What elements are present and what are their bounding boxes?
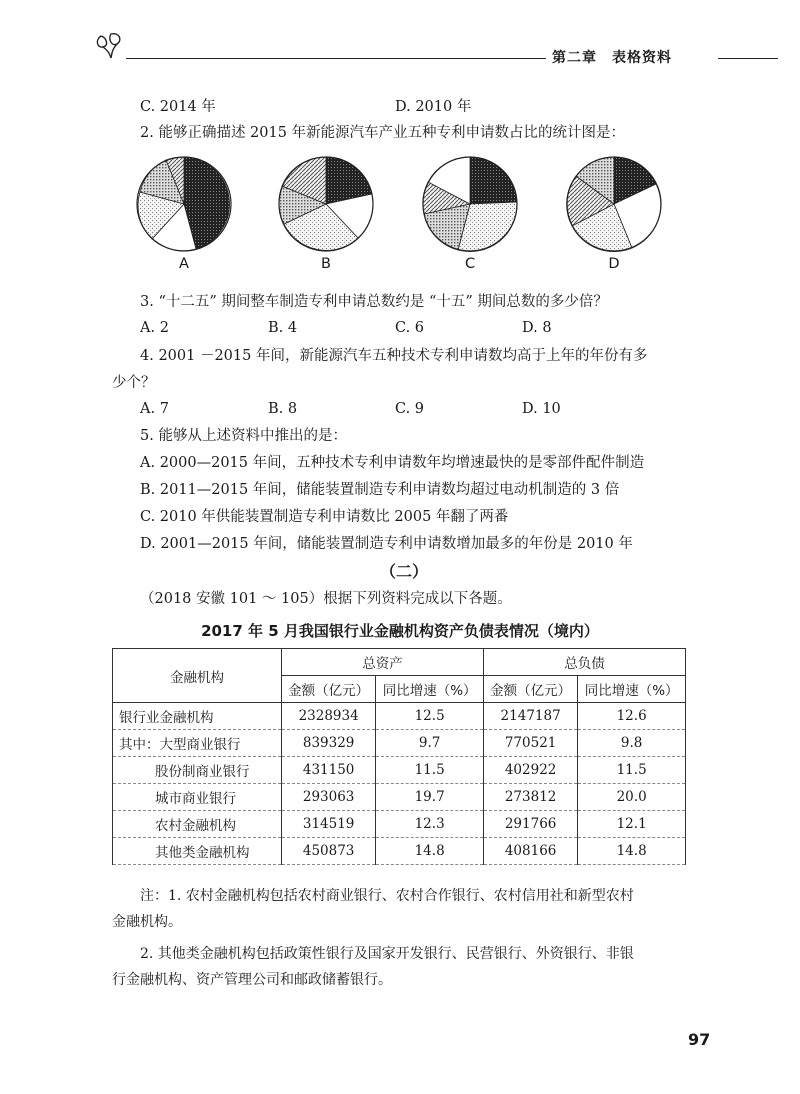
row-name: 股份制商业银行	[113, 757, 282, 784]
liab-growth: 9.8	[578, 730, 686, 757]
q4-text-line1: 4. 2001 －2015 年间，新能源汽车五种技术专利申请数均高于上年的年份有多	[140, 348, 648, 364]
q4-text-line2: 少个？	[112, 375, 156, 391]
pie-label-a: A	[179, 256, 189, 272]
balance-sheet-table	[112, 648, 686, 865]
col-group-assets: 总资产	[282, 649, 484, 676]
row-name: 银行业金融机构	[113, 703, 282, 730]
asset-amount: 314519	[282, 811, 376, 838]
table-row	[113, 784, 686, 811]
note-2-line2: 行金融机构、资产管理公司和邮政储蓄银行。	[112, 972, 392, 988]
col-header-asset-growth: 同比增速（%）	[376, 676, 484, 703]
col-header-asset-amount: 金额（亿元）	[282, 676, 376, 703]
asset-amount: 839329	[282, 730, 376, 757]
q1-option-d: D. 2010 年	[395, 99, 472, 115]
q1-option-c: C. 2014 年	[140, 99, 216, 115]
pie-chart-a	[132, 152, 236, 256]
col-header-liab-amount: 金额（亿元）	[483, 676, 577, 703]
note-1-line1: 注：1. 农村金融机构包括农村商业银行、农村合作银行、农村信用社和新型农村	[140, 888, 634, 904]
q3-option-c: C. 6	[395, 320, 425, 336]
liab-amount: 291766	[483, 811, 577, 838]
liab-amount: 273812	[483, 784, 577, 811]
q5-option-d: D. 2001—2015 年间，储能装置制造专利申请数增加最多的年份是 2010 年	[140, 536, 633, 552]
pie-label-b: B	[321, 256, 331, 272]
col-group-liabilities: 总负债	[483, 649, 685, 676]
q3-option-d: D. 8	[522, 320, 552, 336]
liab-amount: 408166	[483, 838, 577, 865]
running-header	[0, 22, 800, 72]
pie-chart-b	[274, 152, 378, 256]
liab-amount: 770521	[483, 730, 577, 757]
table-row	[113, 838, 686, 865]
table-row	[113, 703, 686, 730]
q5-option-c: C. 2010 年供能装置制造专利申请数比 2005 年翻了两番	[140, 509, 509, 525]
q4-option-c: C. 9	[395, 401, 425, 417]
note-2-line1: 2. 其他类金融机构包括政策性银行及国家开发银行、民营银行、外资银行、非银	[140, 946, 634, 962]
q4-option-a: A. 7	[140, 401, 169, 417]
row-name: 农村金融机构	[113, 811, 282, 838]
col-header-institution: 金融机构	[113, 649, 282, 703]
asset-growth: 12.3	[376, 811, 484, 838]
asset-growth: 12.5	[376, 703, 484, 730]
liab-growth: 20.0	[578, 784, 686, 811]
section-intro: （2018 安徽 101 ～ 105）根据下列资料完成以下各题。	[140, 591, 512, 607]
asset-amount: 293063	[282, 784, 376, 811]
chapter-title: 第二章 表格资料	[552, 50, 672, 66]
note-1-line2: 金融机构。	[112, 914, 182, 930]
table-title: 2017 年 5 月我国银行业金融机构资产负债表情况（境内）	[201, 622, 599, 640]
liab-growth: 12.1	[578, 811, 686, 838]
row-name: 其他类金融机构	[113, 838, 282, 865]
q4-option-b: B. 8	[268, 401, 298, 417]
asset-growth: 9.7	[376, 730, 484, 757]
table-row	[113, 811, 686, 838]
section-heading: （二）	[380, 562, 429, 581]
pie-chart-c	[418, 152, 522, 256]
pie-label-c: C	[464, 256, 476, 272]
liab-growth: 11.5	[578, 757, 686, 784]
page-number: 97	[688, 1030, 711, 1049]
table-row	[113, 757, 686, 784]
pie-label-d: D	[608, 256, 620, 272]
q3-option-b: B. 4	[268, 320, 298, 336]
q5-option-a: A. 2000—2015 年间，五种技术专利申请数年均增速最快的是零部件配件制造	[140, 455, 645, 471]
sprout-icon	[93, 28, 127, 62]
q3-option-a: A. 2	[140, 320, 169, 336]
liab-amount: 402922	[483, 757, 577, 784]
col-header-liab-growth: 同比增速（%）	[578, 676, 686, 703]
liab-growth: 12.6	[578, 703, 686, 730]
q2-text: 2. 能够正确描述 2015 年新能源汽车产业五种专利申请数占比的统计图是：	[140, 125, 626, 141]
row-name: 城市商业银行	[113, 784, 282, 811]
q5-text: 5. 能够从上述资料中推出的是：	[140, 428, 347, 444]
asset-growth: 14.8	[376, 838, 484, 865]
asset-amount: 431150	[282, 757, 376, 784]
table-row	[113, 730, 686, 757]
header-rule-left	[126, 58, 546, 59]
pie-chart-d	[562, 152, 666, 256]
asset-growth: 11.5	[376, 757, 484, 784]
asset-amount: 450873	[282, 838, 376, 865]
header-rule-right	[718, 58, 778, 59]
row-name: 其中：大型商业银行	[113, 730, 282, 757]
liab-growth: 14.8	[578, 838, 686, 865]
asset-amount: 2328934	[282, 703, 376, 730]
asset-growth: 19.7	[376, 784, 484, 811]
q5-option-b: B. 2011—2015 年间，储能装置制造专利申请数均超过电动机制造的 3 倍	[140, 482, 620, 498]
q4-option-d: D. 10	[522, 401, 561, 417]
q3-text: 3. “十二五” 期间整车制造专利申请总数约是 “十五” 期间总数的多少倍？	[140, 294, 608, 310]
liab-amount: 2147187	[483, 703, 577, 730]
